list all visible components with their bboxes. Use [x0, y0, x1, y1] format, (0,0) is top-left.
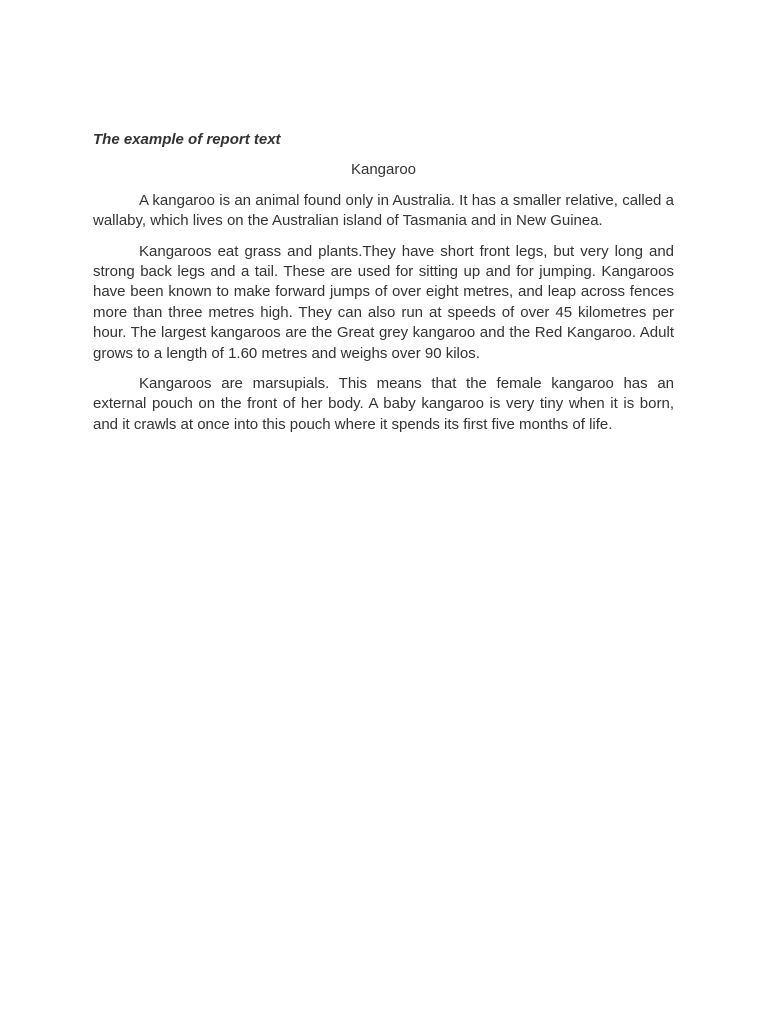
- paragraph-marsupials: Kangaroos are marsupials. This means that the female kangaroo has an external pouch on the front of her body. A baby kangaroo is very tiny when it is born, and it crawls at once into this pouch where it spends its first five months of life.: [93, 375, 674, 433]
- document-heading: The example of report text: [93, 131, 281, 148]
- paragraph-definition: A kangaroo is an animal found only in Australia. It has a smaller relative, called a wallaby, which lives on the Australian island of Tasmania and in New Guinea.: [93, 191, 674, 230]
- document-body: [93, 130, 674, 445]
- paragraph-description: Kangaroos eat grass and plants.They have short front legs, but very long and strong back legs and a tail. These are used for sitting up and for jumping. Kangaroos have been known to make forward jumps of over eight metres, and leap across fences more than three metres high. They can also run at speeds of over 45 kilometres per hour. The largest kangaroos are the Great grey kangaroo and the Red Kangaroo. Adult grows to a length of 1.60 metres and weighs over 90 kilos.: [93, 242, 674, 362]
- report-title: Kangaroo: [350, 161, 417, 179]
